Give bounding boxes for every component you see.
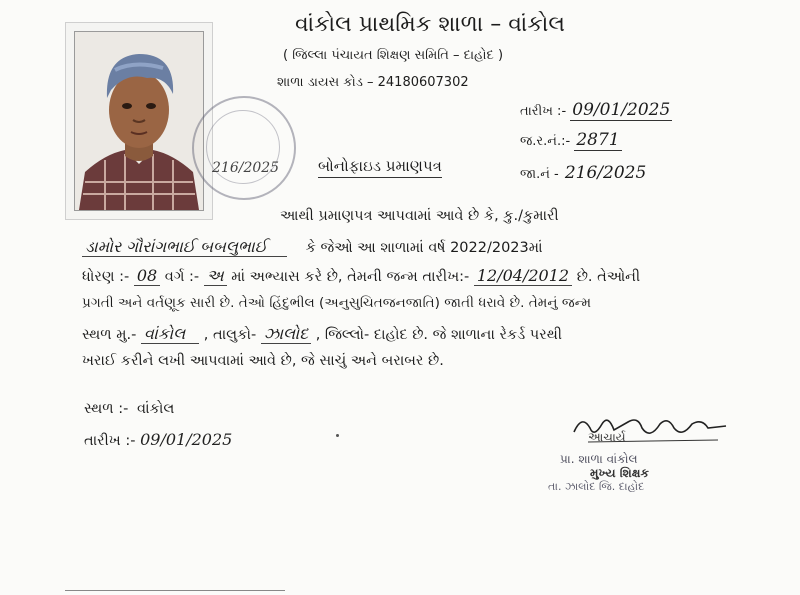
body-line-2-rest: કે જેઓ આ શાળામાં વર્ષ 2022/2023માં <box>305 240 543 256</box>
sign-stamp-line-3: તા. ઝાલોદ જિ. દાહોદ <box>548 480 645 493</box>
body-line-4: પ્રગતી અને વર્તણૂક સારી છે. તેઓ હિંદુભીલ (અનુસુચિતજનજાતિ) જાતી ધરાવે છે. તેમનું જન્મ <box>82 295 592 311</box>
taluka-label: , તાલુકો- <box>203 327 257 343</box>
body-line-5-end: , જિલ્લો- દાહોદ છે. જે શાળાના રેકર્ડ પરથી <box>315 327 562 343</box>
place-value: વાંકોલ <box>141 324 199 344</box>
school-subtitle: ( જિલ્લા પંચાયત શિક્ષણ સમિતિ – દાહોદ ) <box>283 48 504 63</box>
class-label: વર્ગ :- <box>164 269 200 285</box>
date-value: 09/01/2025 <box>572 100 671 120</box>
body-line-5 <box>82 324 562 344</box>
outward-value: 216/2025 <box>564 163 647 183</box>
student-name: ડામોર ગૌરાંગભાઈ બબલુભાઈ <box>82 237 287 257</box>
taluka-value: ઝાલોદ <box>261 324 311 344</box>
sign-stamp-line-1: પ્રા. શાળા વાંકોલ <box>560 452 638 466</box>
standard-label: ધોરણ :- <box>82 269 130 285</box>
sign-stamp-line-2: મુખ્ય શિક્ષક <box>590 466 649 480</box>
date-row <box>520 100 672 120</box>
body-line-3-mid: માં અભ્યાસ કરે છે, તેમની જન્મ તારીખ:- <box>231 269 470 285</box>
register-row <box>520 130 622 150</box>
footer-place-value: વાંકોલ <box>136 401 175 417</box>
body-line-2 <box>82 237 543 257</box>
body-line-3-end: છે. તેઓની <box>576 269 641 285</box>
certificate-title: બોનોફાઇડ પ્રમાણપત્ર <box>318 157 442 178</box>
photo-frame <box>65 22 213 220</box>
register-value: 2871 <box>576 130 620 150</box>
outward-row <box>520 163 648 183</box>
school-name: વાંકોલ પ્રાથમિક શાળા – વાંકોલ <box>295 12 565 37</box>
body-line-6: ખરાઈ કરીને લખી આપવામાં આવે છે, જે સાચું અને બરાબર છે. <box>82 353 444 369</box>
stamp-date: 216/2025 <box>212 160 280 176</box>
footer-date-value: 09/01/2025 <box>140 430 233 449</box>
outward-label: જા.નં - <box>520 167 559 182</box>
body-line-3 <box>82 266 640 286</box>
footer-place <box>84 401 174 417</box>
footer-date-label: તારીખ :- <box>84 433 136 449</box>
class-value: અ <box>204 266 227 286</box>
body-line-1: આથી પ્રમાણપત્ર આપવામાં આવે છે કે, કુ./કુમારી <box>280 208 559 224</box>
bottom-rule <box>65 590 285 591</box>
school-stamp <box>192 96 296 200</box>
footer-place-label: સ્થળ :- <box>84 401 129 417</box>
principal-role: આચાર્ય <box>588 430 626 444</box>
school-dise-code: શાળા ડાયસ કોડ – 24180607302 <box>277 75 469 90</box>
date-label: તારીખ :- <box>520 104 567 119</box>
student-photo <box>74 31 204 211</box>
register-label: જ.ર.નં.:- <box>520 134 571 149</box>
place-label: સ્થળ મુ.- <box>82 327 137 343</box>
dob-value: 12/04/2012 <box>474 266 572 286</box>
ink-dot <box>336 434 339 437</box>
footer-date <box>84 430 232 449</box>
standard-value: 08 <box>134 266 160 286</box>
